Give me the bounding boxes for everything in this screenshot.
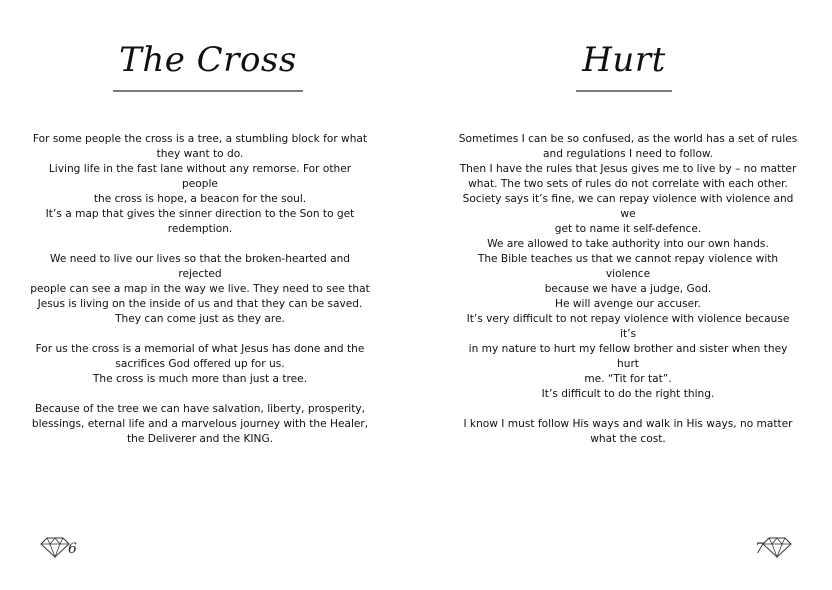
text-line: and regulations I need to follow. [543, 148, 713, 160]
text-line: We need to live our lives so that the broken-hearted and rejected [49, 253, 351, 280]
left-title-text: The Cross [119, 40, 297, 80]
text-line: what. The two sets of rules do not correlate with each other. [468, 178, 788, 190]
left-title-underline [113, 90, 303, 92]
text-line: It’s difficult to do the right thing. [541, 388, 715, 400]
text-line: He will avenge our accuser. [555, 298, 701, 310]
text-line: They can come just as they are. [115, 313, 285, 325]
text-line: because we have a judge, God. [544, 283, 712, 295]
left-page-body [30, 132, 370, 462]
paragraph [30, 252, 370, 327]
diamond-icon [40, 536, 70, 558]
left-page-footer [40, 536, 77, 558]
text-line: Living life in the fast lane without any remorse. For other people [48, 163, 352, 190]
right-page [416, 0, 832, 590]
text-line: It’s a map that gives the sinner direction to the Son to get [45, 208, 355, 220]
right-page-body [458, 132, 798, 462]
right-page-title [416, 40, 832, 86]
text-line: blessings, eternal life and a marvelous journey with the Healer, [31, 418, 369, 430]
right-page-footer [755, 536, 792, 558]
text-line: get to name it self-defence. [554, 223, 702, 235]
diamond-icon [762, 536, 792, 558]
text-line: Because of the tree we can have salvation, liberty, prosperity, [34, 403, 366, 415]
paragraph [30, 342, 370, 387]
text-line: Sometimes I can be so confused, as the world has a set of rules [458, 133, 798, 145]
text-line: Then I have the rules that Jesus gives me to live by – no matter [459, 163, 797, 175]
left-page-title [0, 40, 416, 86]
text-line: Society says it’s fine, we can repay violence with violence and we [462, 193, 794, 220]
text-line: me. “Tit for tat”. [584, 373, 672, 385]
left-page-number: 6 [68, 541, 77, 557]
right-page-number: 7 [755, 541, 764, 557]
text-line: For some people the cross is a tree, a stumbling block for what [32, 133, 368, 145]
paragraph [458, 132, 798, 402]
text-line: Jesus is living on the inside of us and that they can be saved. [37, 298, 363, 310]
right-title-underline [576, 90, 671, 92]
right-title-text: Hurt [582, 40, 666, 80]
text-line: redemption. [167, 223, 233, 235]
text-line: I know I must follow His ways and walk in His ways, no matter [463, 418, 793, 430]
text-line: sacrifices God offered up for us. [115, 358, 285, 370]
text-line: The Bible teaches us that we cannot repay violence with violence [477, 253, 779, 280]
text-line: It’s very difficult to not repay violence with violence because it’s [466, 313, 790, 340]
text-line: For us the cross is a memorial of what Jesus has done and the [35, 343, 365, 355]
paragraph [458, 417, 798, 447]
text-line: the Deliverer and the KING. [126, 433, 274, 445]
paragraph [30, 132, 370, 237]
paragraph [30, 402, 370, 447]
text-line: the cross is hope, a beacon for the soul. [93, 193, 307, 205]
text-line: people can see a map in the way we live. They need to see that [30, 283, 370, 295]
text-line: in my nature to hurt my fellow brother and sister when they hurt [468, 343, 788, 370]
text-line: what the cost. [590, 433, 666, 445]
text-line: they want to do. [156, 148, 244, 160]
text-line: We are allowed to take authority into our own hands. [487, 238, 769, 250]
text-line: The cross is much more than just a tree. [92, 373, 308, 385]
